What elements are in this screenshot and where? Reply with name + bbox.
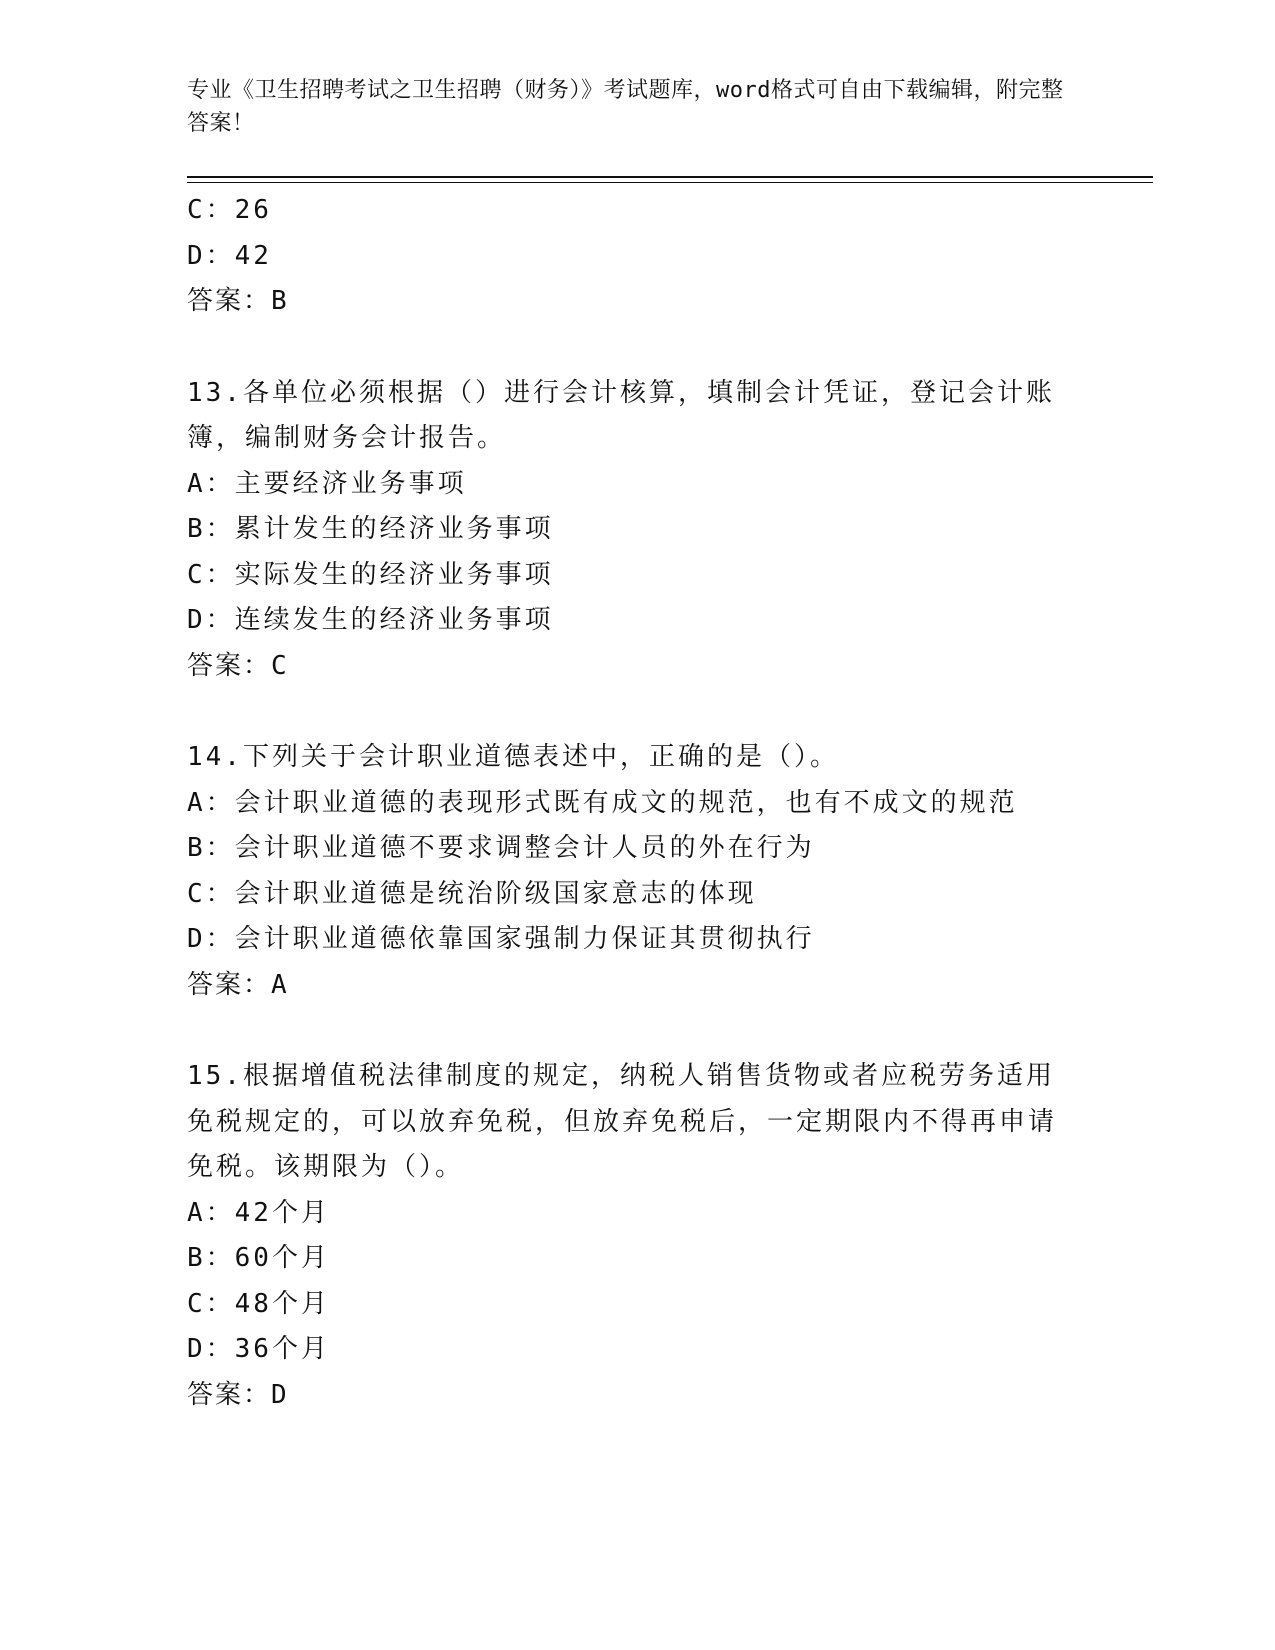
header-rule-thick <box>187 176 1153 178</box>
question-list <box>187 188 1087 1418</box>
option-c: C：实际发生的经济业务事项 <box>187 559 554 590</box>
question-stem: 13.各单位必须根据（）进行会计核算，填制会计凭证，登记会计账簿，编制财务会计报告。 <box>187 377 1055 453</box>
option-b: B：累计发生的经济业务事项 <box>187 514 554 544</box>
option-c: C：会计职业道德是统治阶级国家意志的体现 <box>187 878 757 909</box>
question-12-tail <box>187 188 1087 325</box>
answer-value: D <box>271 1379 288 1410</box>
spacer <box>187 689 1087 735</box>
question-13 <box>187 371 1087 690</box>
answer-label: 答案： <box>187 286 272 316</box>
option-a: A：会计职业道德的表现形式既有成文的规范，也有不成文的规范 <box>187 787 1018 818</box>
option-d: D：连续发生的经济业务事项 <box>187 605 554 635</box>
question-stem: 15.根据增值税法律制度的规定，纳税人销售货物或者应税劳务适用免税规定的，可以放弃免税，但放弃免税后，一定期限内不得再申请免税。该期限为（）。 <box>187 1061 1058 1182</box>
option-a: A：42个月 <box>187 1197 330 1228</box>
answer-line <box>187 644 1087 690</box>
answer-line <box>187 963 1087 1009</box>
answer-line <box>187 1373 1087 1419</box>
answer-line <box>187 279 1087 325</box>
spacer <box>187 325 1087 371</box>
header-rule-thin <box>187 182 1153 183</box>
option-c: C：48个月 <box>187 1288 330 1319</box>
option-b: B：会计职业道德不要求调整会计人员的外在行为 <box>187 833 815 863</box>
answer-value: B <box>271 286 288 316</box>
option-d: D：42 <box>187 240 272 271</box>
option-d: D：36个月 <box>187 1334 330 1364</box>
question-stem: 14.下列关于会计职业道德表述中，正确的是（）。 <box>187 742 839 772</box>
answer-value: A <box>271 969 288 1000</box>
spacer <box>187 1008 1087 1054</box>
answer-label: 答案： <box>187 1379 272 1410</box>
option-c: C：26 <box>187 195 272 225</box>
option-b: B：60个月 <box>187 1243 330 1273</box>
document-header: 专业《卫生招聘考试之卫生招聘（财务）》考试题库，word格式可自由下载编辑，附完整答案！ <box>187 78 1064 136</box>
question-15 <box>187 1054 1087 1418</box>
option-a: A：主要经济业务事项 <box>187 468 467 499</box>
answer-label: 答案： <box>187 650 272 681</box>
option-d: D：会计职业道德依靠国家强制力保证其贯彻执行 <box>187 924 815 954</box>
question-14 <box>187 735 1087 1008</box>
answer-value: C <box>271 650 288 681</box>
answer-label: 答案： <box>187 969 272 1000</box>
